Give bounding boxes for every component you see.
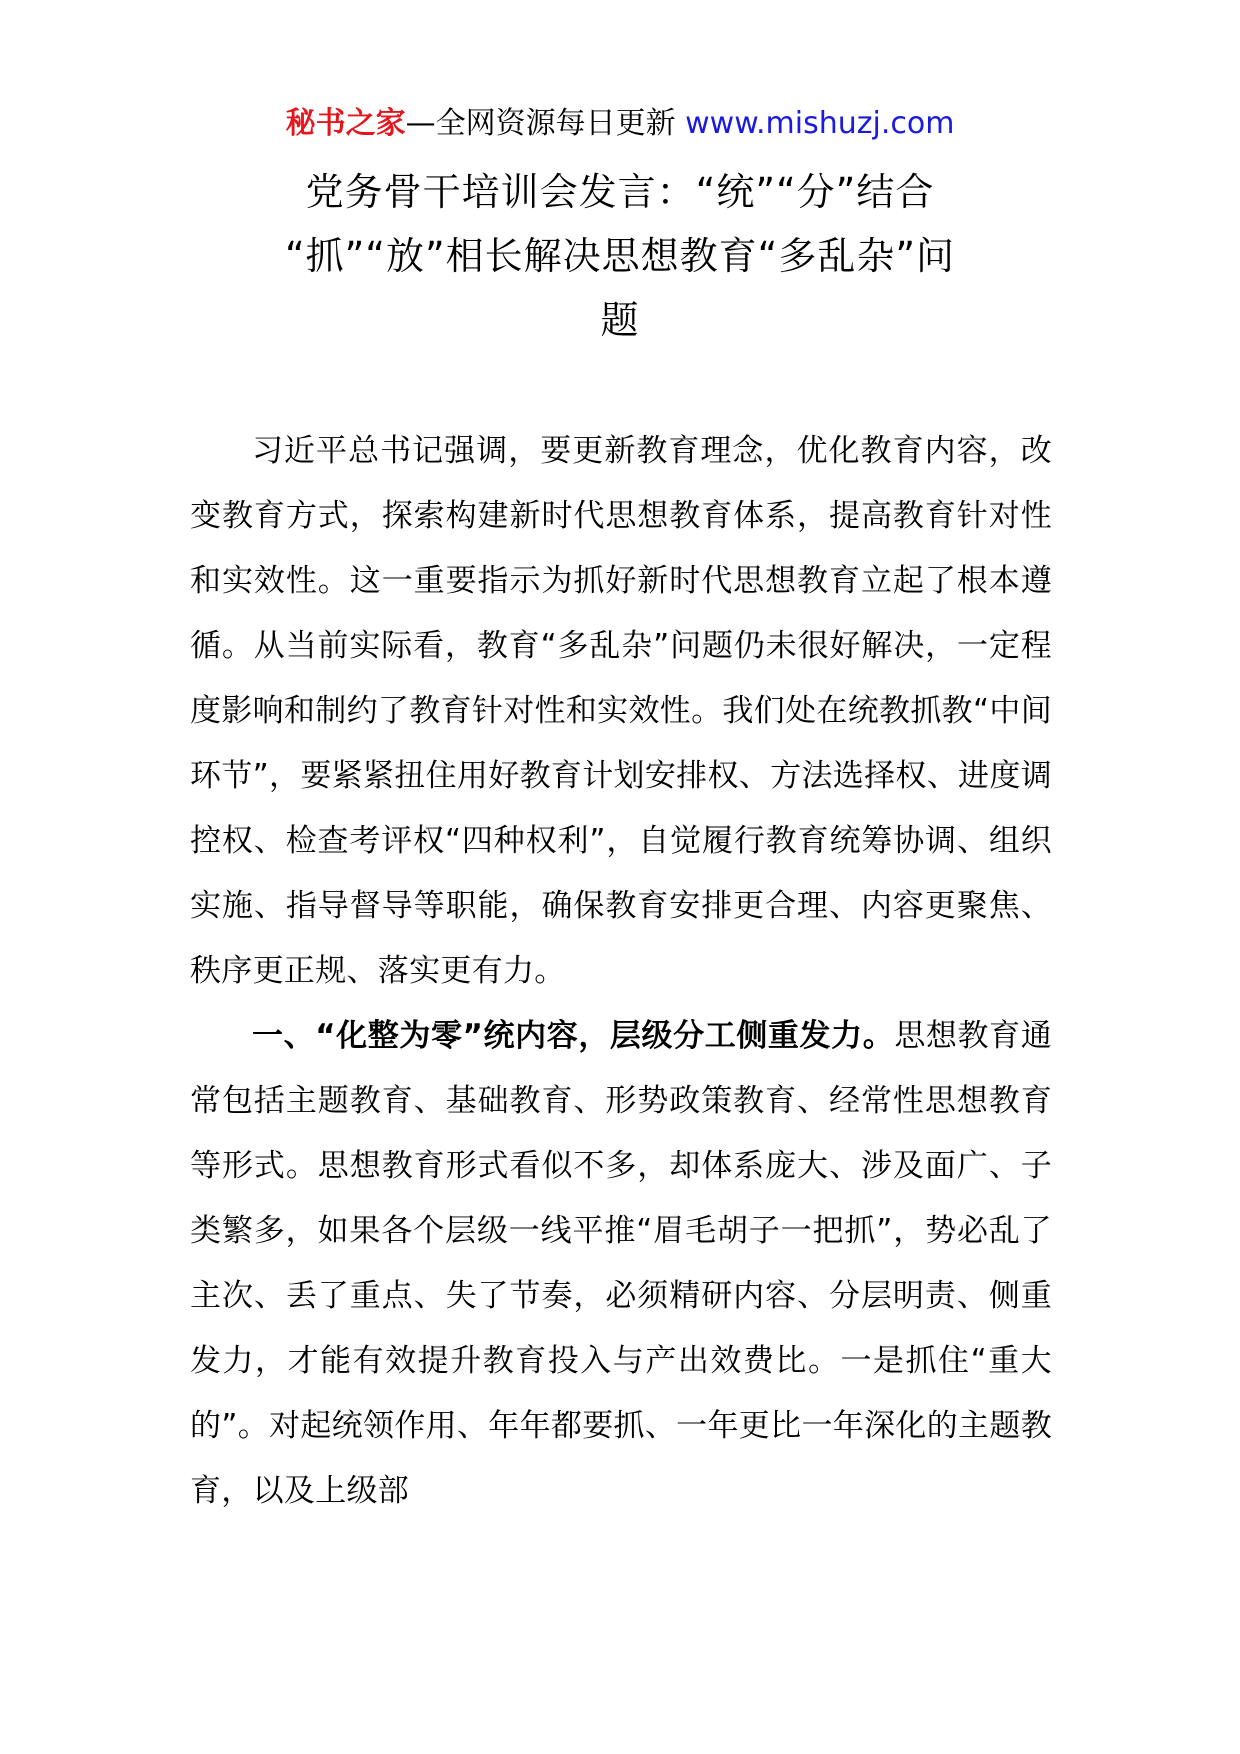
document-title [190, 160, 1050, 352]
section-1-text: 思想教育通常包括主题教育、基础教育、形势政策教育、经常性思想教育等形式。思想教育形式看似不多，却体系庞大、涉及面广、子类繁多，如果各个层级一线平推“眉毛胡子一把抓”，势必乱了主次、丢了重点、失了节奏，必须精研内容、分层明责、侧重发力，才能有效提升教育投入与产出效费比。一是抓住“重大的”。对起统领作用、年年都要抓、一年更比一年深化的主题教育，以及上级部 [190, 1018, 1053, 1509]
site-name: 秘书之家 [285, 106, 406, 141]
site-url-link[interactable]: www.mishuzj.com [685, 106, 955, 141]
section-1-paragraph [190, 1004, 1052, 1524]
document-body [190, 419, 1052, 1524]
site-tagline: —全网资源每日更新 [405, 106, 686, 141]
title-line-1: 党务骨干培训会发言：“统”“分”结合 [305, 170, 935, 214]
site-header [0, 102, 1240, 146]
section-1-heading: 一、“化整为零”统内容，层级分工侧重发力。 [252, 1018, 895, 1054]
title-line-3: 题 [600, 298, 640, 342]
title-line-2: “抓”“放”相长解决思想教育“多乱杂”问 [284, 234, 956, 278]
intro-paragraph: 习近平总书记强调，要更新教育理念，优化教育内容，改变教育方式，探索构建新时代思想教育体系，提高教育针对性和实效性。这一重要指示为抓好新时代思想教育立起了根本遵循。从当前实际看，教育“多乱杂”问题仍未很好解决，一定程度影响和制约了教育针对性和实效性。我们处在统教抓教“中间环节”，要紧紧扭住用好教育计划安排权、方法选择权、进度调控权、检查考评权“四种权利”，自觉履行教育统筹协调、组织实施、指导督导等职能，确保教育安排更合理、内容更聚焦、秩序更正规、落实更有力。 [190, 433, 1052, 989]
